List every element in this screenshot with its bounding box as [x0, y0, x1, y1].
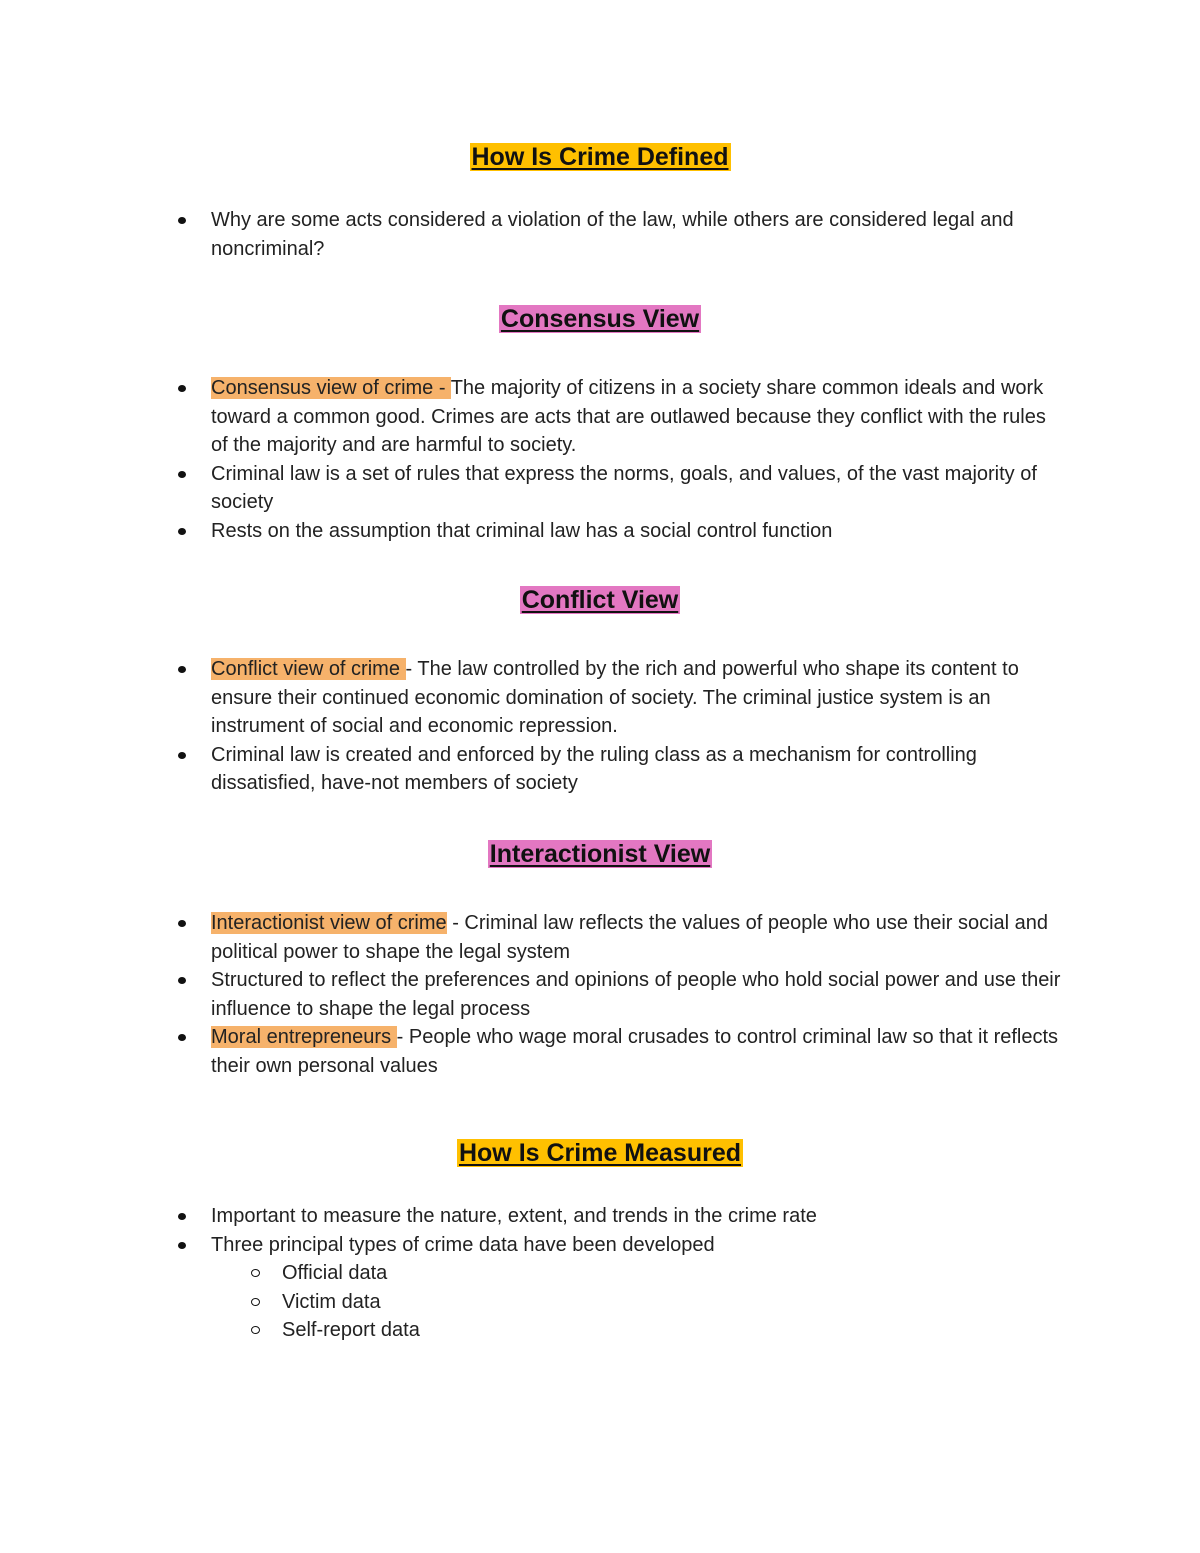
list-item: Important to measure the nature, extent, and trends in the crime rate — [0, 1202, 1061, 1231]
list-item: Criminal law is a set of rules that express the norms, goals, and values, of the vast majority of society — [0, 460, 1061, 517]
list-item: Criminal law is created and enforced by the ruling class as a mechanism for controlling dissatisfied, have-not members of society — [0, 741, 1061, 798]
bullet-list-interactionist — [0, 909, 1061, 1081]
bullet-list-crime-defined — [0, 206, 1061, 263]
heading-how-is-crime-measured: How Is Crime Measured — [458, 1139, 742, 1167]
heading-interactionist-view: Interactionist View — [489, 840, 711, 868]
list-item: Consensus view of crime - The majority of citizens in a society share common ideals and work toward a common good. Crimes are acts that are outlawed because they conflict with the rules of the majority and are harmful to society. — [0, 374, 1061, 460]
term-highlight: Moral entrepreneurs — [211, 1026, 397, 1049]
sub-bullet-list — [211, 1259, 1061, 1345]
sub-list-item: Official data — [211, 1259, 982, 1288]
list-item: Why are some acts considered a violation of the law, while others are considered legal and noncriminal? — [0, 206, 1061, 263]
heading-conflict-view: Conflict View — [521, 586, 679, 614]
sub-list-item: Self-report data — [211, 1316, 982, 1345]
bullet-list-consensus — [0, 374, 1061, 546]
bullet-list-crime-measured — [0, 1202, 1061, 1345]
list-item: Moral entrepreneurs - People who wage moral crusades to control criminal law so that it reflects their own personal values — [0, 1023, 1061, 1080]
term-highlight: Conflict view of crime — [211, 658, 406, 680]
term-highlight: Consensus view of crime - — [211, 377, 451, 399]
list-item: Three principal types of crime data have been developed Official data Victim data Self-report data — [0, 1231, 1061, 1345]
bullet-list-conflict — [0, 655, 1061, 798]
list-item: Interactionist view of crime - Criminal law reflects the values of people who use their social and political power to shape the legal system — [0, 909, 1061, 966]
heading-how-is-crime-defined: How Is Crime Defined — [471, 143, 729, 171]
heading-consensus-view: Consensus View — [500, 305, 700, 333]
sub-list-item: Victim data — [211, 1288, 982, 1317]
list-item: Rests on the assumption that criminal law has a social control function — [0, 517, 1061, 546]
list-item: Structured to reflect the preferences and opinions of people who hold social power and use their influence to shape the legal process — [0, 966, 1061, 1023]
list-item: Conflict view of crime - The law controlled by the rich and powerful who shape its content to ensure their continued economic domination of society. The criminal justice system is an instrument of social and economic repression. — [0, 655, 1061, 741]
term-highlight: Interactionist view of crime — [211, 912, 447, 934]
